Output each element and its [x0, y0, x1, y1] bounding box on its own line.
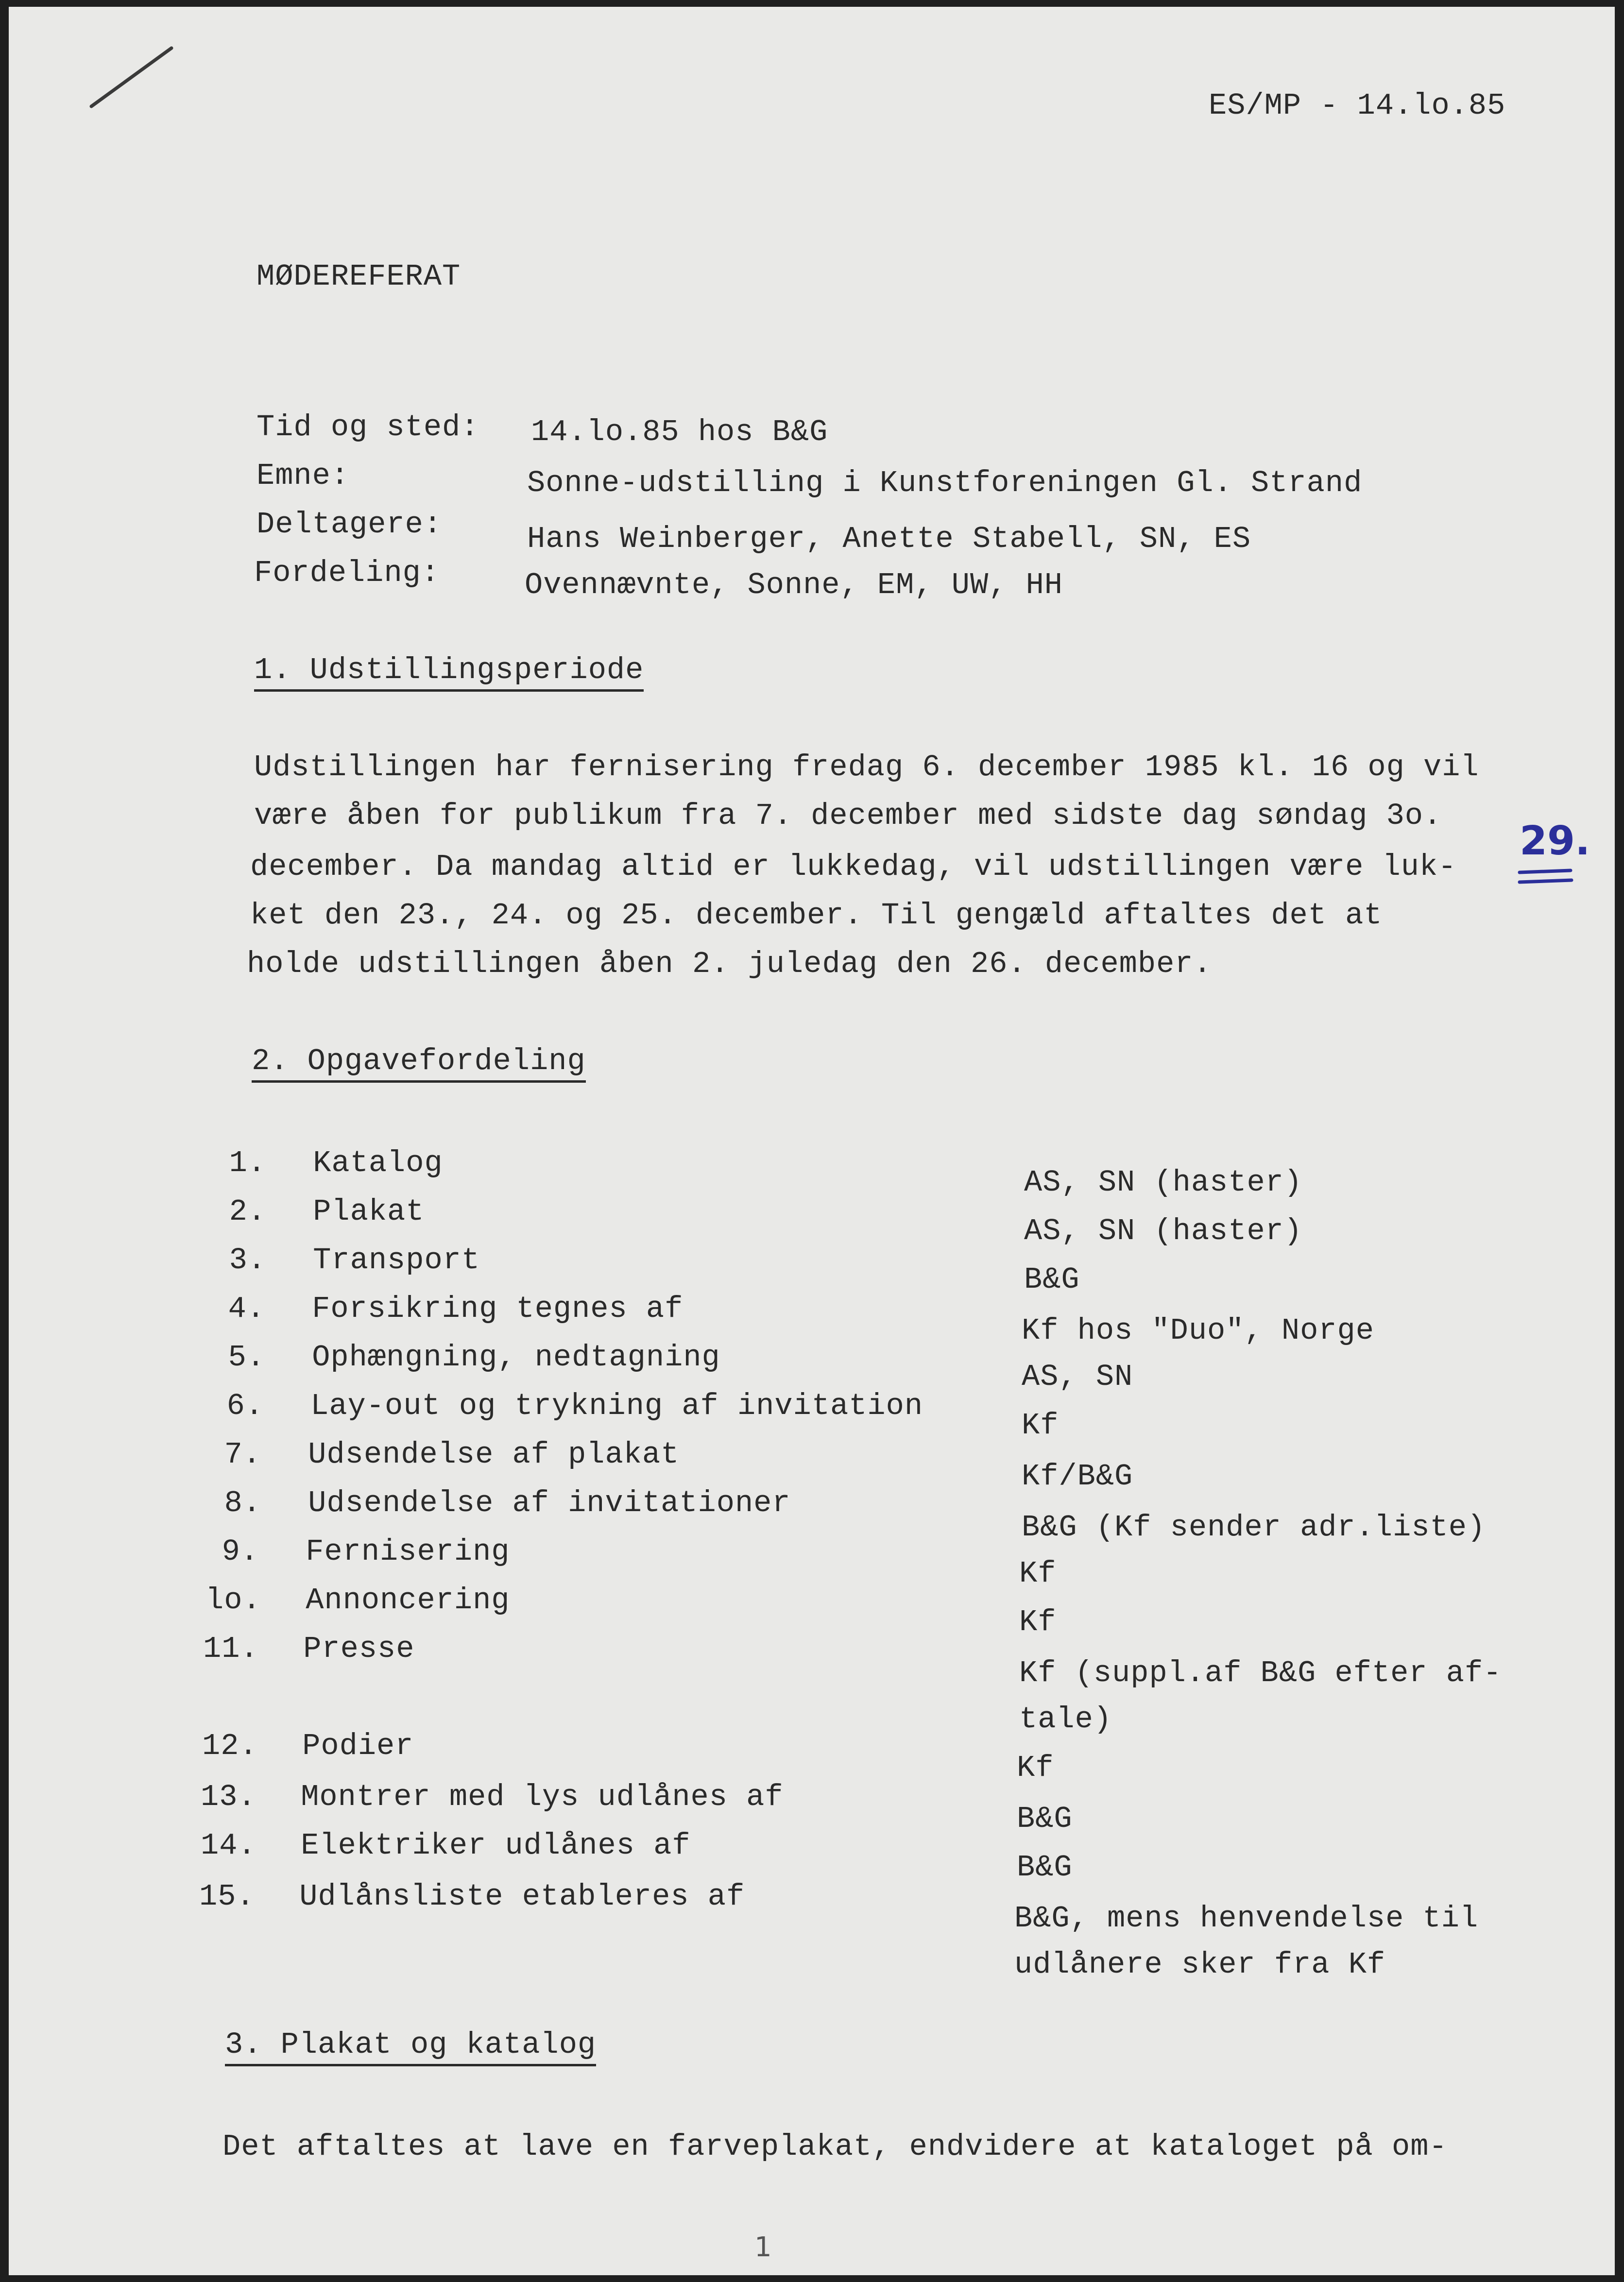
- task-number: 4.: [228, 1292, 265, 1326]
- task-name: Forsikring tegnes af: [312, 1292, 684, 1326]
- info-label-time-place: Tid og sted:: [256, 410, 479, 444]
- document-title: MØDEREFERAT: [256, 259, 461, 294]
- section1-line: være åben for publikum fra 7. december med sidste dag søndag 3o.: [254, 799, 1442, 833]
- task-assignee: B&G (Kf sender adr.liste): [1022, 1510, 1486, 1545]
- section1-line: holde udstillingen åben 2. juledag den 26. december.: [247, 947, 1212, 981]
- task-number: 7.: [224, 1437, 261, 1472]
- task-assignee: B&G, mens henvendelse til: [1014, 1901, 1479, 1936]
- section3-heading: 3. Plakat og katalog: [225, 2027, 596, 2066]
- section1-line: ket den 23., 24. og 25. december. Til gengæld aftaltes det at: [250, 898, 1383, 933]
- task-name: Ophængning, nedtagning: [312, 1340, 720, 1375]
- document-page: [9, 7, 1615, 2275]
- list-item: [213, 1194, 424, 1229]
- list-item: [201, 1780, 784, 1814]
- list-item: [205, 1534, 510, 1569]
- info-label-participants: Deltagere:: [256, 507, 443, 542]
- task-name: Podier: [302, 1729, 414, 1763]
- task-assignee: Kf hos "Duo", Norge: [1022, 1313, 1374, 1348]
- list-item: [203, 1632, 414, 1666]
- section1-heading: 1. Udstillingsperiode: [254, 653, 644, 692]
- task-number: 12.: [202, 1729, 258, 1763]
- task-assignee: Kf: [1017, 1751, 1054, 1785]
- info-value-time-place: 14.lo.85 hos B&G: [531, 415, 828, 449]
- document-reference: ES/MP - 14.lo.85: [1209, 88, 1506, 123]
- task-name: Udlånsliste etableres af: [299, 1879, 745, 1914]
- task-number: 15.: [199, 1879, 255, 1914]
- task-assignee: Kf: [1019, 1605, 1057, 1639]
- task-name: Plakat: [313, 1194, 425, 1229]
- task-name: Presse: [303, 1632, 415, 1666]
- task-name: Annoncering: [306, 1583, 510, 1618]
- task-assignee: Kf/B&G: [1022, 1459, 1133, 1494]
- task-assignee: Kf: [1019, 1556, 1057, 1591]
- handwritten-underline-icon: [1517, 867, 1575, 891]
- list-item: [205, 1583, 510, 1618]
- task-assignee: B&G: [1024, 1262, 1080, 1297]
- task-name: Udsendelse af invitationer: [308, 1486, 791, 1520]
- section3-line: Det aftaltes at lave en farveplakat, endvidere at kataloget på om-: [222, 2129, 1448, 2164]
- task-number: 5.: [228, 1340, 265, 1375]
- list-item: [202, 1729, 413, 1763]
- task-assignee: Kf (suppl.af B&G efter af-: [1019, 1656, 1502, 1690]
- task-name: Udsendelse af plakat: [308, 1437, 680, 1472]
- handwritten-correction: 29.: [1520, 818, 1590, 864]
- task-name: Elektriker udlånes af: [301, 1828, 691, 1863]
- list-item: [213, 1243, 480, 1277]
- task-assignee: B&G: [1017, 1802, 1073, 1836]
- list-item: [208, 1437, 679, 1472]
- task-name: Montrer med lys udlånes af: [301, 1780, 784, 1814]
- task-assignee: Kf: [1022, 1408, 1059, 1443]
- task-assignee-continued: tale): [1019, 1702, 1112, 1737]
- list-item: [210, 1389, 923, 1423]
- task-number: 3.: [229, 1243, 266, 1277]
- page-number: 1: [754, 2231, 772, 2263]
- section1-line: december. Da mandag altid er lukkedag, vil udstillingen være luk-: [250, 850, 1457, 884]
- task-assignee-continued: udlånere sker fra Kf: [1014, 1947, 1386, 1982]
- task-name: Lay-out og trykning af invitation: [310, 1389, 923, 1423]
- task-number: 2.: [229, 1194, 266, 1229]
- list-item: [201, 1828, 691, 1863]
- list-item: [212, 1292, 683, 1326]
- task-name: Fernisering: [306, 1534, 510, 1569]
- task-assignee: B&G: [1017, 1850, 1073, 1885]
- task-name: Katalog: [313, 1146, 443, 1180]
- pen-mark-icon: [86, 36, 184, 114]
- task-number: 11.: [203, 1632, 259, 1666]
- info-value-subject: Sonne-udstilling i Kunstforeningen Gl. Strand: [527, 466, 1363, 500]
- list-item: [213, 1146, 443, 1180]
- info-label-subject: Emne:: [256, 459, 350, 493]
- task-assignee: AS, SN (haster): [1024, 1165, 1303, 1200]
- section1-line: Udstillingen har fernisering fredag 6. december 1985 kl. 16 og vil: [254, 750, 1479, 784]
- section2-heading: 2. Opgavefordeling: [252, 1044, 586, 1083]
- info-value-participants: Hans Weinberger, Anette Stabell, SN, ES: [527, 522, 1251, 556]
- task-number: 8.: [224, 1486, 261, 1520]
- list-item: [208, 1486, 791, 1520]
- task-number: lo.: [205, 1583, 261, 1618]
- task-assignee: AS, SN: [1022, 1360, 1133, 1394]
- task-number: 9.: [222, 1534, 259, 1569]
- task-number: 14.: [201, 1828, 256, 1863]
- info-value-distribution: Ovennævnte, Sonne, EM, UW, HH: [525, 568, 1063, 602]
- task-number: 6.: [226, 1389, 264, 1423]
- list-item: [199, 1879, 745, 1914]
- info-label-distribution: Fordeling:: [254, 556, 440, 590]
- task-number: 13.: [201, 1780, 256, 1814]
- list-item: [212, 1340, 720, 1375]
- task-assignee: AS, SN (haster): [1024, 1214, 1303, 1248]
- task-name: Transport: [313, 1243, 480, 1277]
- task-number: 1.: [229, 1146, 266, 1180]
